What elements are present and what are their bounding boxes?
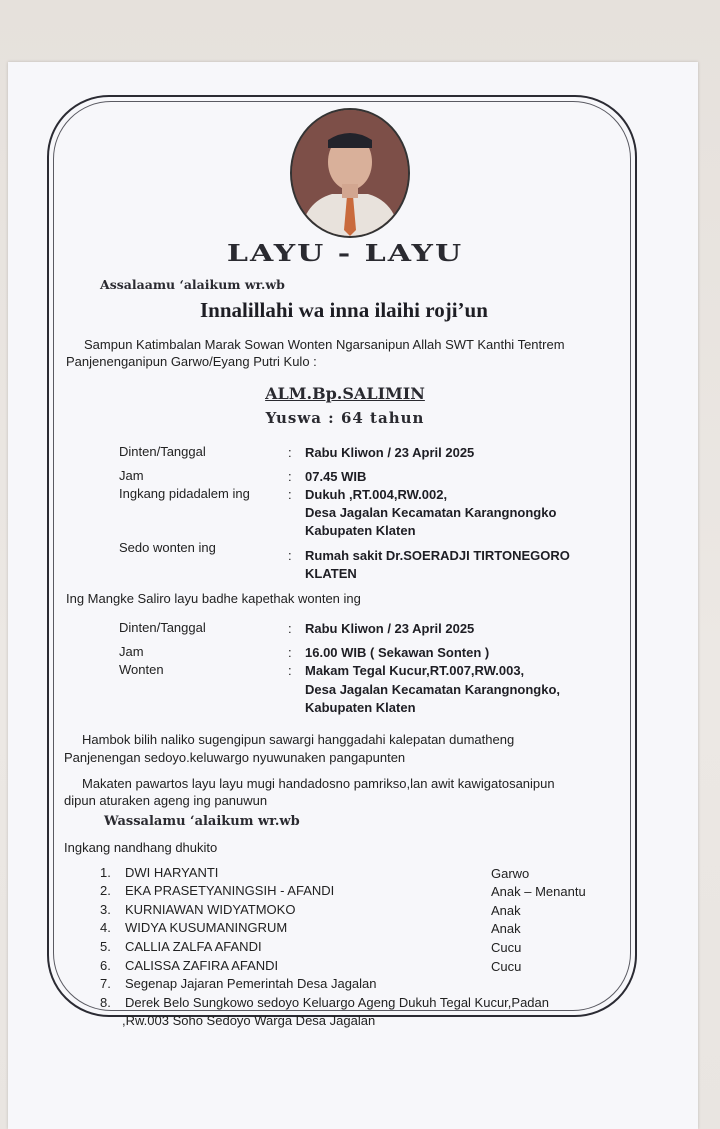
death-value-place-3: Kabupaten Klaten [305,523,416,538]
mourner-name: Derek Belo Sungkowo sedoyo Keluargo Ageng Dukuh Tegal Kucur,Padan [125,995,549,1010]
innalillahi-heading: Innalillahi wa inna ilaihi roji’un [200,298,488,322]
death-value-place-2: Desa Jagalan Kecamatan Karangnongko [305,505,557,520]
mourner-num: 3. [100,902,111,917]
burial-heading: Ing Mangke Saliro layu badhe kapethak wonten ing [66,591,361,606]
colon: : [288,469,292,484]
mourner-role: Anak [491,903,521,918]
mourner-num: 8. [100,995,111,1010]
thanks-line-2: dipun aturaken ageng ing panuwun [64,793,268,808]
greeting: Assalaamu ‘alaikum wr.wb [100,277,285,292]
burial-value-place-3: Kabupaten Klaten [305,700,416,715]
mourner-role: Cucu [491,940,522,955]
closing-salam: Wassalamu ‘alaikum wr.wb [104,814,300,829]
mourner-name: DWI HARYANTI [125,865,219,880]
mourner-num: 4. [100,920,111,935]
page-title: LAYU - LAYU [226,239,464,268]
deceased-age: Yuswa : 64 tahun [265,409,425,427]
colon: : [288,487,292,502]
mourner-num: 6. [100,958,111,973]
mourner-name: EKA PRASETYANINGSIH - AFANDI [125,883,335,898]
mourner-name-continued: ,Rw.003 Soho Sedoyo Warga Desa Jagalan [122,1013,376,1028]
apology-line-2: Panjenengan sedoyo.keluwargo nyuwunaken pangapunten [64,750,406,765]
mourner-role: Garwo [491,866,530,881]
mourner-num: 5. [100,939,111,954]
death-value-date: Rabu Kliwon / 23 April 2025 [305,445,475,460]
mourner-name: KURNIAWAN WIDYATMOKO [125,902,296,917]
intro-line-2: Panjenenganipun Garwo/Eyang Putri Kulo : [66,354,317,369]
death-label-time: Jam [119,468,144,483]
mourner-name: Segenap Jajaran Pemerintah Desa Jagalan [125,976,377,991]
burial-label-time: Jam [119,644,144,659]
colon: : [288,621,292,636]
mourner-role: Anak [491,921,521,936]
burial-label-date: Dinten/Tanggal [119,620,206,635]
mourner-name: WIDYA KUSUMANINGRUM [125,920,288,935]
death-value-hospital: Rumah sakit Dr.SOERADJI TIRTONEGORO [305,548,570,563]
colon: : [288,548,292,563]
mourner-num: 2. [100,883,111,898]
intro-line-1: Sampun Katimbalan Marak Sowan Wonten Ngarsanipun Allah SWT Kanthi Tentrem [84,337,565,352]
colon: : [288,663,292,678]
mourner-role: Anak – Menantu [491,884,586,899]
death-label-location: Sedo wonten ing [119,540,216,555]
apology-line-1: Hambok bilih naliko sugengipun sawargi hanggadahi kalepatan dumatheng [82,732,515,747]
portrait-photo [290,108,410,238]
thanks-line-1: Makaten pawartos layu layu mugi handadosno pamrikso,lan awit kawigatosanipun [82,776,555,791]
mourner-role: Cucu [491,959,522,974]
death-label-date: Dinten/Tanggal [119,444,206,459]
deceased-name: ALM.Bp.SALIMIN [265,384,425,403]
burial-value-time: 16.00 WIB ( Sekawan Sonten ) [305,645,490,660]
mourner-name: CALISSA ZAFIRA AFANDI [125,958,279,973]
mourner-name: CALLIA ZALFA AFANDI [125,939,262,954]
mourner-num: 7. [100,976,111,991]
colon: : [288,445,292,460]
burial-value-place-1: Makam Tegal Kucur,RT.007,RW.003, [305,663,525,678]
burial-label-place: Wonten [119,662,164,677]
death-value-place-1: Dukuh ,RT.004,RW.002, [305,487,448,502]
death-label-place: Ingkang pidadalem ing [119,486,250,501]
mourner-num: 1. [100,865,111,880]
colon: : [288,645,292,660]
death-value-city: KLATEN [305,566,357,581]
death-value-time: 07.45 WIB [305,469,367,484]
burial-value-date: Rabu Kliwon / 23 April 2025 [305,621,475,636]
mourners-heading: Ingkang nandhang dhukito [64,840,218,855]
burial-value-place-2: Desa Jagalan Kecamatan Karangnongko, [305,682,561,697]
